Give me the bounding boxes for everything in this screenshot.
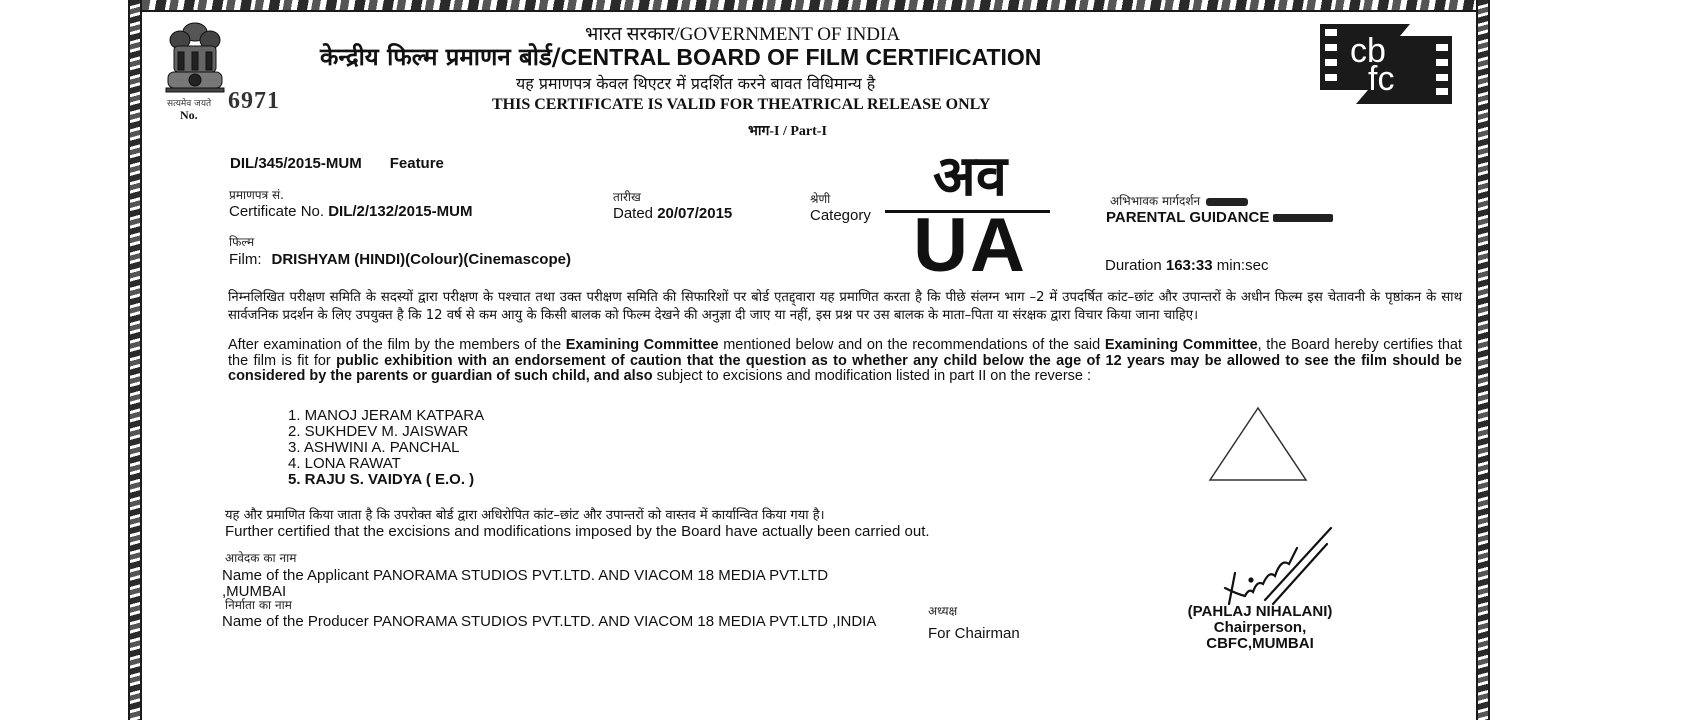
redaction-mark: [1206, 198, 1248, 206]
committee-member: 1. MANOJ JERAM KATPARA: [288, 407, 485, 424]
serial-number-label: No.: [180, 108, 198, 122]
validity-english: THIS CERTIFICATE IS VALID FOR THEATRICAL RELEASE ONLY: [492, 96, 991, 113]
board-heading-english: CENTRAL BOARD OF FILM CERTIFICATION: [560, 44, 1042, 70]
svg-text:fc: fc: [1368, 60, 1395, 98]
parental-guidance-row: [1106, 209, 1333, 226]
triangle-mark-icon: [1208, 406, 1308, 484]
signatory-name: (PAHLAJ NIHALANI): [1187, 603, 1333, 620]
text-segment-bold: Examining Committee: [1104, 337, 1258, 353]
rating-english: UA: [913, 203, 1027, 288]
duration-label: Duration: [1105, 257, 1162, 274]
committee-member: 5. RAJU S. VAIDYA ( E.O. ): [288, 471, 475, 488]
film-label-hindi: फिल्म: [229, 235, 255, 249]
rating-badge: [885, 144, 1055, 288]
file-reference: [230, 155, 444, 172]
signature-icon: [1215, 518, 1335, 608]
text-segment: mentioned below and on the recommendations of the said: [718, 337, 1105, 353]
certification-text-english: [228, 338, 1462, 385]
committee-member: 2. SUKHDEV M. JAISWAR: [288, 423, 469, 440]
producer-label-hindi: निर्माता का नाम: [225, 598, 292, 612]
further-certified-english: Further certified that the excisions and modifications imposed by the Board have actually been carried out.: [225, 523, 930, 540]
certificate-label-hindi: प्रमाणपत्र सं.: [229, 188, 284, 202]
parental-guidance-label-hindi: अभिभावक मार्गदर्शन: [1110, 194, 1201, 208]
government-heading: भारत सरकार/GOVERNMENT OF INDIA: [585, 24, 901, 45]
certificate-label: Certificate No.: [229, 203, 325, 220]
category-label-hindi: श्रेणी: [810, 192, 831, 206]
text-segment: , the Board hereby certifies that the film is fit for: [228, 337, 1463, 369]
redaction-mark: [1273, 214, 1333, 222]
decorative-border-top: [128, 0, 1490, 12]
producer-label: Name of the Producer: [222, 613, 369, 630]
serial-number: 6971: [228, 88, 280, 114]
producer-name: PANORAMA STUDIOS PVT.LTD. AND VIACOM 18 MEDIA PVT.LTD ,INDIA: [372, 613, 877, 630]
duration-row: [1105, 257, 1268, 274]
producer-row: [222, 614, 882, 630]
duration-unit: min:sec: [1216, 257, 1269, 274]
signatory-block: [1160, 604, 1360, 652]
date-row: [613, 205, 732, 222]
decorative-border-right: [1476, 0, 1490, 720]
signatory-office: CBFC,MUMBAI: [1206, 635, 1314, 652]
certificate-number-row: [229, 203, 472, 220]
committee-member: 3. ASHWINI A. PANCHAL: [288, 439, 460, 456]
text-segment: subject to excisions and modification listed in part II on the reverse :: [652, 368, 1092, 384]
parental-guidance-hindi-row: [1110, 192, 1248, 209]
further-certified-hindi: यह और प्रमाणित किया जाता है कि उपरोक्त बोर्ड द्वारा अधिरोपित कांट–छांट और उपान्तरों को वास्तव में कार्यान्वित किया गया है।: [225, 508, 825, 523]
rating-hindi: अव: [933, 144, 1007, 209]
cbfc-logo-icon: [1320, 24, 1452, 104]
film-title: DRISHYAM (HINDI)(Colour)(Cinemascope): [271, 251, 571, 268]
committee-members-list: [288, 408, 484, 488]
film-type: Feature: [389, 155, 444, 172]
certification-text-hindi: निम्नलिखित परीक्षण समिति के सदस्यों द्वारा परीक्षण के पश्चात तथा उक्त परीक्षण समिति की सिफारिशों पर बोर्ड एतद्द्वारा यह प्रमाणित करता है कि पीछे संलग्न भाग –2 में उपदर्षित कांट–छांट और उपान्तरों के अधीन फिल्म इस चेतावनी के पृष्ठांकन के साथ सार्वजनिक प्रदर्शन के लिए उपयुक्त है कि 12 वर्ष से कम आयु के किसी बालक को फिल्म देखने की अनुज्ञा दी जाए या नहीं, इस प्रश्न पर उस बालक के माता–पिता या संरक्षक द्वारा विचार किया जाना चाहिए।: [228, 290, 1462, 323]
part-label: भाग-I / Part-I: [748, 124, 827, 139]
signatory-title: Chairperson,: [1213, 619, 1307, 636]
parental-guidance-label: PARENTAL GUIDANCE: [1106, 209, 1270, 226]
date-label: Dated: [613, 205, 654, 222]
duration-value: 163:33: [1165, 257, 1213, 274]
committee-member: 4. LONA RAWAT: [288, 455, 401, 472]
file-number: DIL/345/2015-MUM: [230, 155, 362, 172]
svg-text:cb: cb: [1350, 32, 1386, 70]
decorative-border-left: [128, 0, 142, 720]
text-segment: After examination of the film by the members of the: [228, 337, 566, 353]
category-label: Category: [810, 207, 871, 224]
applicant-label-hindi: आवेदक का नाम: [225, 551, 297, 565]
text-segment-bold: Examining Committee: [565, 337, 719, 353]
board-heading-hindi: केन्द्रीय फिल्म प्रमाणन बोर्ड/: [320, 43, 561, 71]
applicant-name: PANORAMA STUDIOS PVT.LTD. AND VIACOM 18 MEDIA PVT.LTD ,MUMBAI: [222, 567, 829, 600]
applicant-row: [222, 568, 882, 599]
date-value: 20/07/2015: [657, 205, 733, 222]
emblem-motto: सत्यमेव जयते: [167, 99, 212, 109]
board-heading: [320, 40, 1041, 73]
validity-hindi: यह प्रमाणपत्र केवल थिएटर में प्रदर्शित करने बावत विधिमान्य है: [516, 74, 876, 93]
national-emblem-icon: [160, 18, 230, 98]
certificate-number: DIL/2/132/2015-MUM: [328, 203, 473, 220]
chairman-label-hindi: अध्यक्ष: [928, 604, 958, 618]
film-row: [229, 251, 571, 268]
date-label-hindi: तारीख: [613, 190, 641, 204]
text-segment-bold: public exhibition with an endorsement of caution that the question as to whether any child below the age of 12 years may be allowed to see the film should be considered by the parents or guardian of such child, and also: [228, 352, 1462, 384]
applicant-label: Name of the Applicant: [222, 567, 369, 584]
chairman-label: For Chairman: [928, 625, 1020, 642]
film-label: Film:: [229, 251, 262, 268]
